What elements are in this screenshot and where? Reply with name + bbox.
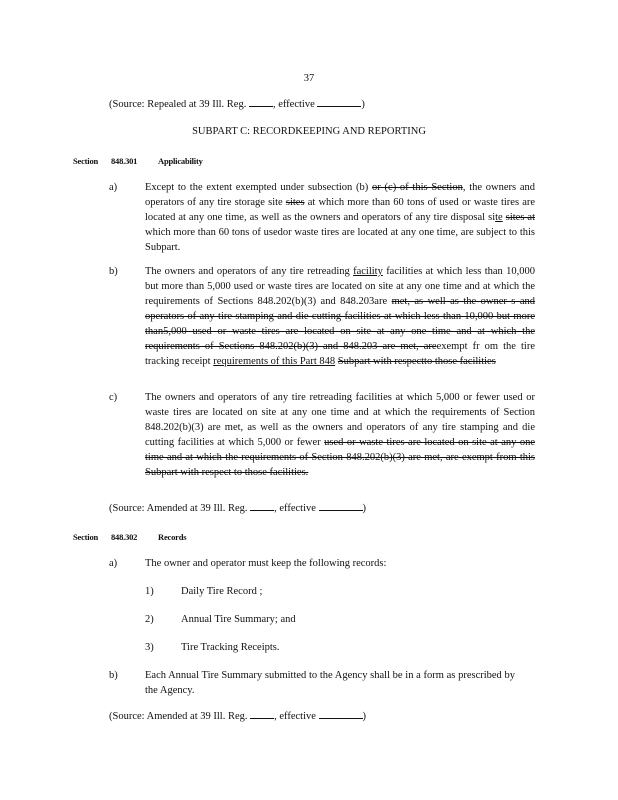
text-run: which more than 60 tons of usedor waste tires are located at any one time, are subject to this Subpart. (145, 227, 535, 253)
subsection-c-text (145, 390, 535, 480)
section-number: 848.301 (111, 156, 138, 166)
record-item-text: Annual Tire Summary; and (181, 614, 296, 625)
subsection-a-text (145, 180, 535, 255)
record-item-text: Daily Tire Record ; (181, 586, 263, 597)
source-note-close: ) (362, 711, 367, 722)
blank-line (319, 500, 363, 511)
page-number: 37 (303, 73, 315, 84)
struck-text: or (c) of this Section (372, 182, 463, 193)
text-run: , the owners and operators of any tire storage site (145, 182, 535, 208)
blank-line (250, 500, 274, 511)
source-note-text: (Source: Amended at 39 Ill. Reg. (109, 503, 248, 514)
source-note-close: ) (361, 99, 365, 110)
source-note-amended (109, 708, 366, 724)
record-item-number: 3) (145, 642, 154, 653)
record-item-number: 1) (145, 586, 154, 597)
inserted-text: requirements of this Part 848 (213, 356, 336, 367)
records-b-label: b) (109, 670, 118, 681)
blank-line (319, 708, 363, 719)
source-note-text: (Source: Amended at 39 Ill. Reg. (109, 711, 248, 722)
subsection-a-label: a) (109, 182, 118, 193)
records-a-text: The owner and operator must keep the following records: (145, 558, 387, 569)
records-a-label: a) (109, 558, 118, 569)
text-run: Except to the extent exempted under subsection (b) (145, 182, 369, 193)
record-item-number: 2) (145, 614, 154, 625)
section-title: Applicability (158, 156, 203, 166)
subsection-b-label: b) (109, 266, 118, 277)
source-note-close: ) (362, 503, 367, 514)
blank-line (250, 708, 274, 719)
subsection-b-text (145, 264, 535, 369)
source-note-text: (Source: Repealed at 39 Ill. Reg. (109, 99, 247, 110)
text-run: at which more than 60 tons of used or waste tires are located at any one time, as well as the owners and operators of any tire disposal si (145, 197, 536, 223)
section-number: 848.302 (111, 532, 138, 542)
struck-text: met, as well as the owner s and operators of any tire stamping and die cutting facilities at which less than 10,000 but more than5,000 used or waste tires are located on site at any one time and at which the requirements of Sections 848.202(b)(3) and 848.203 are met, are (145, 296, 535, 352)
blank-line (249, 96, 273, 107)
source-note-effective: , effective (274, 711, 316, 722)
source-note-effective: , effective (274, 503, 316, 514)
subpart-title: SUBPART C: RECORDKEEPING AND REPORTING (192, 126, 426, 137)
struck-text: Subpart with respectto those facilities (337, 356, 496, 367)
text-run: The owners and operators of any tire retreading (145, 266, 350, 277)
source-note-amended (109, 500, 366, 516)
text-run: facilities at which less than 10,000 but more than 5,000 used or waste tires are located on site at any one time and at which the requirements of Sections 848.202(b)(3) and 848.203are (145, 266, 535, 307)
records-b-text: Each Annual Tire Summary submitted to the Agency shall be in a form as prescribed by the Agency. (145, 670, 515, 696)
struck-text: sites (285, 197, 305, 208)
section-label: Section (73, 532, 99, 542)
struck-text: sites at (505, 212, 536, 223)
inserted-text: te (495, 212, 503, 223)
text-run: The owners and operators of any tire retreading facilities at which 5,000 or fewer used or waste tires are located on site at any one time and at which the requirements of Section 848.202(b)(3) are met, as well as the owners and operators of any tire stamping and die cutting facilities at which 5,000 or fewer (145, 392, 535, 448)
subsection-c-label: c) (109, 392, 118, 403)
text-run: exempt fr om the tire tracking receipt (145, 341, 535, 367)
blank-line (317, 96, 361, 107)
struck-text: used or waste tires are located on site at any one time and at which the requirements of Section 848.202(b)(3) are met, are exempt from this Subpart with respect to those facilities. (145, 437, 535, 478)
section-label: Section (73, 156, 99, 166)
record-item-text: Tire Tracking Receipts. (181, 642, 280, 653)
inserted-text: facility (353, 266, 383, 277)
section-title: Records (158, 532, 187, 542)
source-note-repealed (109, 96, 365, 112)
source-note-effective: , effective (272, 99, 315, 110)
